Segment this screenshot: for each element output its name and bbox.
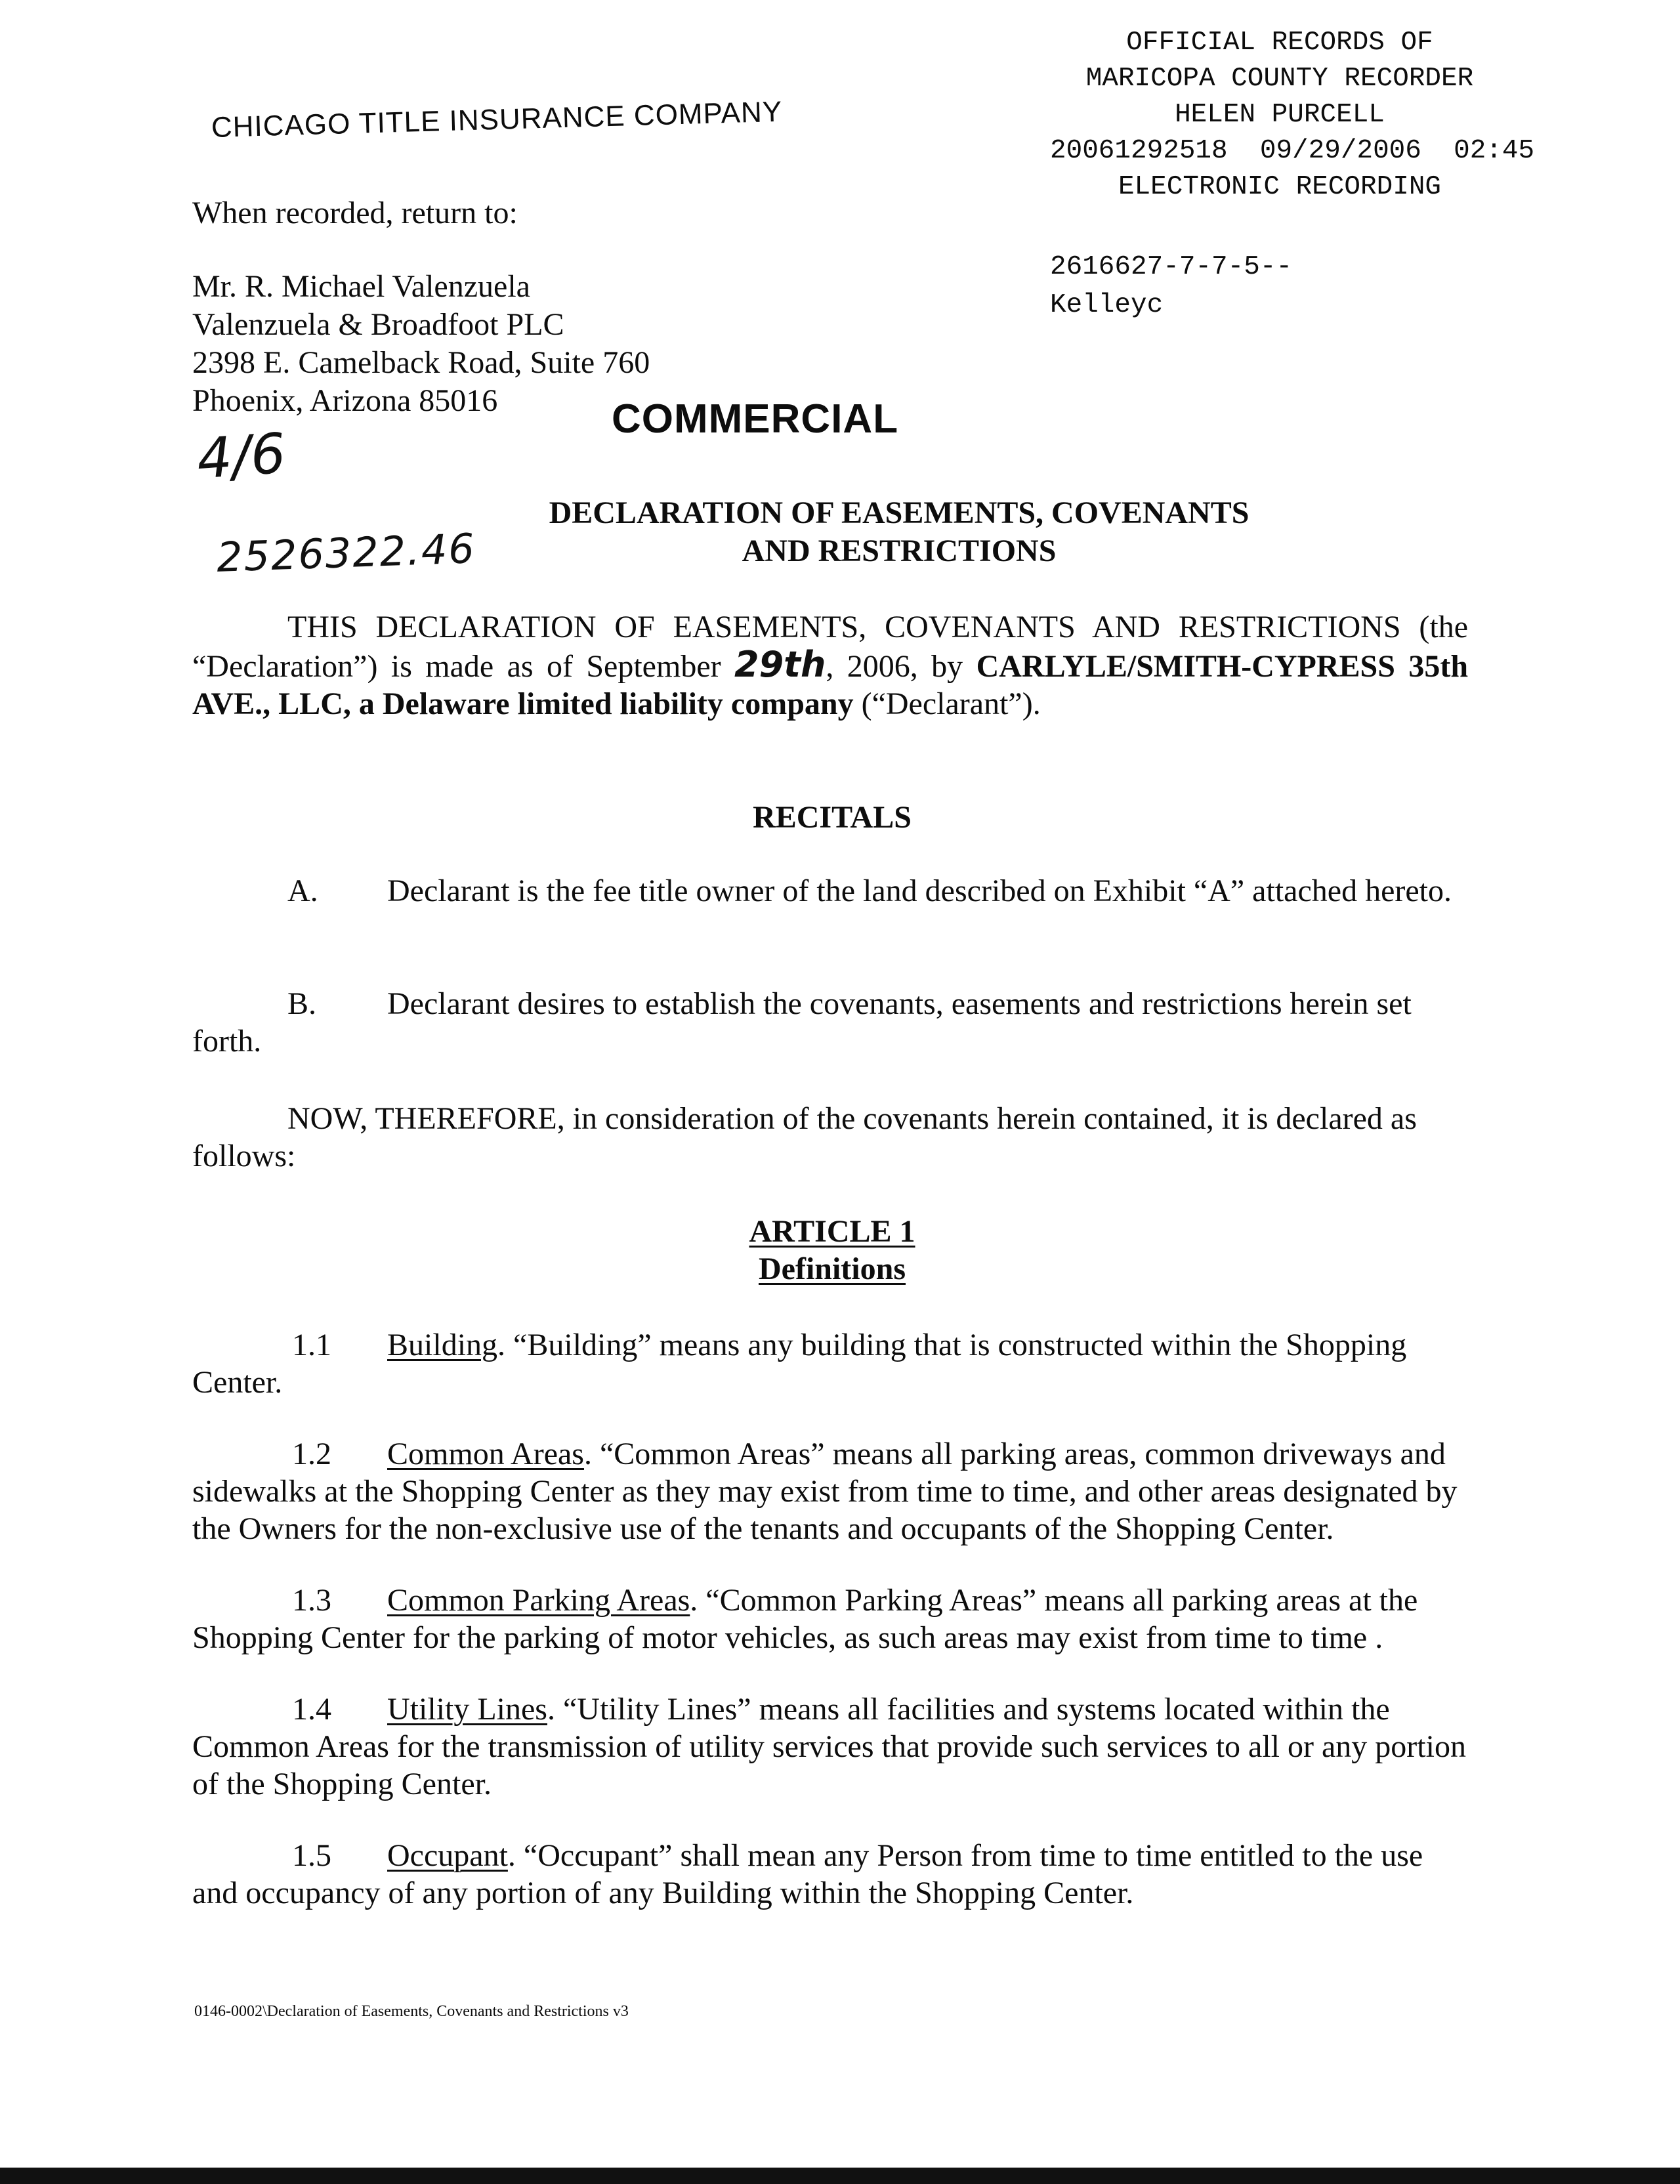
definition-item xyxy=(192,1690,1468,1803)
intro-text-2: , 2006, by xyxy=(826,649,976,684)
recorder-number-date: 20061292518 09/29/2006 02:45 xyxy=(1050,136,1535,166)
recital-a-text: Declarant is the fee title owner of the land described on Exhibit “A” attached hereto. xyxy=(387,873,1452,908)
document-title-line2: AND RESTRICTIONS xyxy=(742,534,1057,568)
recorder-stamp-line1: OFFICIAL RECORDS OF xyxy=(1126,28,1433,58)
definition-term: Occupant xyxy=(387,1838,508,1873)
footer-file-reference: 0146-0002\Declaration of Easements, Covenants and Restrictions v3 xyxy=(194,2003,629,2020)
commercial-stamp: COMMERCIAL xyxy=(612,396,899,442)
return-to-firm: Valenzuela & Broadfoot PLC xyxy=(192,307,564,342)
return-to-label: When recorded, return to: xyxy=(192,196,518,230)
article-number: ARTICLE 1 xyxy=(749,1214,915,1249)
definition-number: 1.5 xyxy=(292,1838,331,1873)
now-therefore-paragraph: NOW, THEREFORE, in consideration of the covenants herein contained, it is declared as follows: xyxy=(192,1101,1417,1173)
definition-number: 1.4 xyxy=(292,1692,331,1727)
document-title xyxy=(0,494,1680,570)
intro-text-3: (“Declarant”). xyxy=(853,686,1041,721)
definition-number: 1.1 xyxy=(292,1328,331,1362)
recital-a xyxy=(192,872,1468,910)
definitions-list xyxy=(192,1326,1468,1912)
docket-number: 2616627-7-7-5-- xyxy=(1050,252,1293,282)
definition-term: Building xyxy=(387,1328,498,1362)
handwritten-note-fraction: 4/6 xyxy=(194,421,288,492)
definition-number: 1.3 xyxy=(292,1583,331,1618)
recital-b-text: Declarant desires to establish the covenants, easements and restrictions herein set forth. xyxy=(192,986,1412,1059)
recorder-stamp-line3: HELEN PURCELL xyxy=(1175,100,1385,130)
recital-b xyxy=(192,985,1468,1060)
return-to-street: 2398 E. Camelback Road, Suite 760 xyxy=(192,345,650,380)
definition-item xyxy=(192,1582,1468,1656)
definition-number: 1.2 xyxy=(292,1437,331,1471)
return-to-address xyxy=(192,268,650,420)
recorder-stamp xyxy=(1024,25,1680,205)
title-company-stamp: CHICAGO TITLE INSURANCE COMPANY xyxy=(211,95,783,144)
definition-text: . “Utility Lines” means all facilities and systems located within the Common Areas for the transmission of utility services that provide such services to all or any portion of the Shopping Center. xyxy=(192,1692,1466,1801)
intro-text-1: THIS DECLARATION OF EASEMENTS, COVENANTS AND RESTRICTIONS (the “Declaration”) is made as of September xyxy=(192,610,1468,684)
definition-text: . “Building” means any building that is constructed within the Shopping Center. xyxy=(192,1328,1407,1400)
definition-text: . “Common Parking Areas” means all parking areas at the Shopping Center for the parking of motor vehicles, as such areas may exist from time to time . xyxy=(192,1583,1418,1655)
document-title-line1: DECLARATION OF EASEMENTS, COVENANTS xyxy=(549,495,1250,530)
handwritten-note-amount: 2526322.46 xyxy=(215,524,476,581)
return-to-name: Mr. R. Michael Valenzuela xyxy=(192,269,530,304)
handwritten-date: 29th xyxy=(734,644,826,685)
definition-item xyxy=(192,1435,1468,1547)
definition-term: Utility Lines xyxy=(387,1692,547,1727)
definition-item xyxy=(192,1837,1468,1912)
definition-text: . “Occupant” shall mean any Person from time to time entitled to the use and occupancy of any portion of any Building within the Shopping Center. xyxy=(192,1838,1423,1910)
declarant-name: CARLYLE/SMITH-CYPRESS 35th AVE., LLC, a Delaware limited liability company xyxy=(192,649,1469,721)
definition-term: Common Areas xyxy=(387,1437,584,1471)
definition-text: . “Common Areas” means all parking areas, common driveways and sidewalks at the Shopping Center as they may exist from time to time, and other areas designated by the Owners for the non-exclusive use of the tenants and occupants of the Shopping Center. xyxy=(192,1437,1458,1546)
intro-paragraph xyxy=(192,608,1468,723)
recital-a-label: A. xyxy=(287,873,318,908)
return-to-city: Phoenix, Arizona 85016 xyxy=(192,383,498,418)
recitals-heading: RECITALS xyxy=(753,800,912,835)
recorder-stamp-line2: MARICOPA COUNTY RECORDER xyxy=(1085,64,1474,94)
definition-item xyxy=(192,1326,1468,1401)
article-heading xyxy=(656,1213,1008,1288)
definition-term: Common Parking Areas xyxy=(387,1583,690,1618)
article-name: Definitions xyxy=(758,1251,906,1286)
recital-b-label: B. xyxy=(287,986,317,1021)
recorder-stamp-line5: ELECTRONIC RECORDING xyxy=(1118,172,1442,202)
docket-clerk: Kelleyc xyxy=(1050,290,1164,320)
scan-bottom-edge xyxy=(0,2168,1680,2184)
